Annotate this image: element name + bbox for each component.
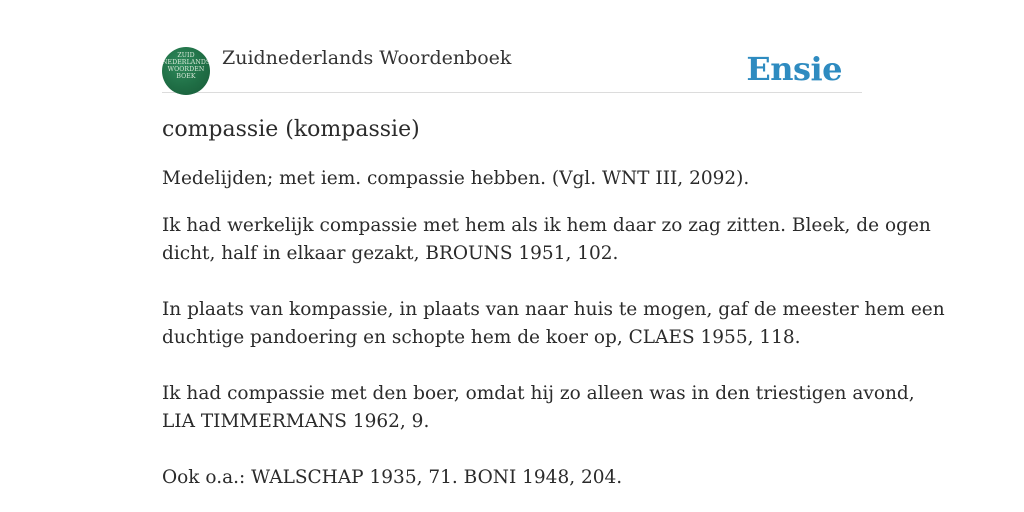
logo-line: NEDERLANDS <box>162 59 210 66</box>
logo-line: BOEK <box>176 73 196 80</box>
quotation-line: LIA TIMMERMANS 1962, 9. <box>162 411 430 432</box>
logo-line: ZUID <box>177 52 195 59</box>
definition: Medelijden; met iem. compassie hebben. (Vgl. WNT III, 2092). <box>162 168 750 189</box>
header <box>162 44 862 93</box>
quotation <box>162 296 945 352</box>
logo-text <box>162 52 210 80</box>
quotation <box>162 212 931 268</box>
quotation-line: In plaats van kompassie, in plaats van naar huis te mogen, gaf de meester hem een <box>162 299 945 320</box>
logo-line: WOORDEN <box>167 66 205 73</box>
dictionary-logo[interactable] <box>162 47 210 95</box>
brand-logo[interactable]: Ensie <box>746 50 842 88</box>
headword: compassie (kompassie) <box>162 117 420 142</box>
quotation-line: duchtige pandoering en schopte hem de koer op, CLAES 1955, 118. <box>162 327 801 348</box>
entry-card <box>162 44 945 492</box>
quotation-line: dicht, half in elkaar gezakt, BROUNS 1951, 102. <box>162 243 619 264</box>
quotation-line: Ook o.a.: WALSCHAP 1935, 71. BONI 1948, 204. <box>162 467 623 488</box>
quotation-line: Ik had compassie met den boer, omdat hij zo alleen was in den triestigen avond, <box>162 383 915 404</box>
quotation <box>162 464 862 492</box>
quotation <box>162 380 915 436</box>
dictionary-name[interactable]: Zuidnederlands Woordenboek <box>222 47 512 69</box>
quotation-line: Ik had werkelijk compassie met hem als ik hem daar zo zag zitten. Bleek, de ogen <box>162 215 931 236</box>
